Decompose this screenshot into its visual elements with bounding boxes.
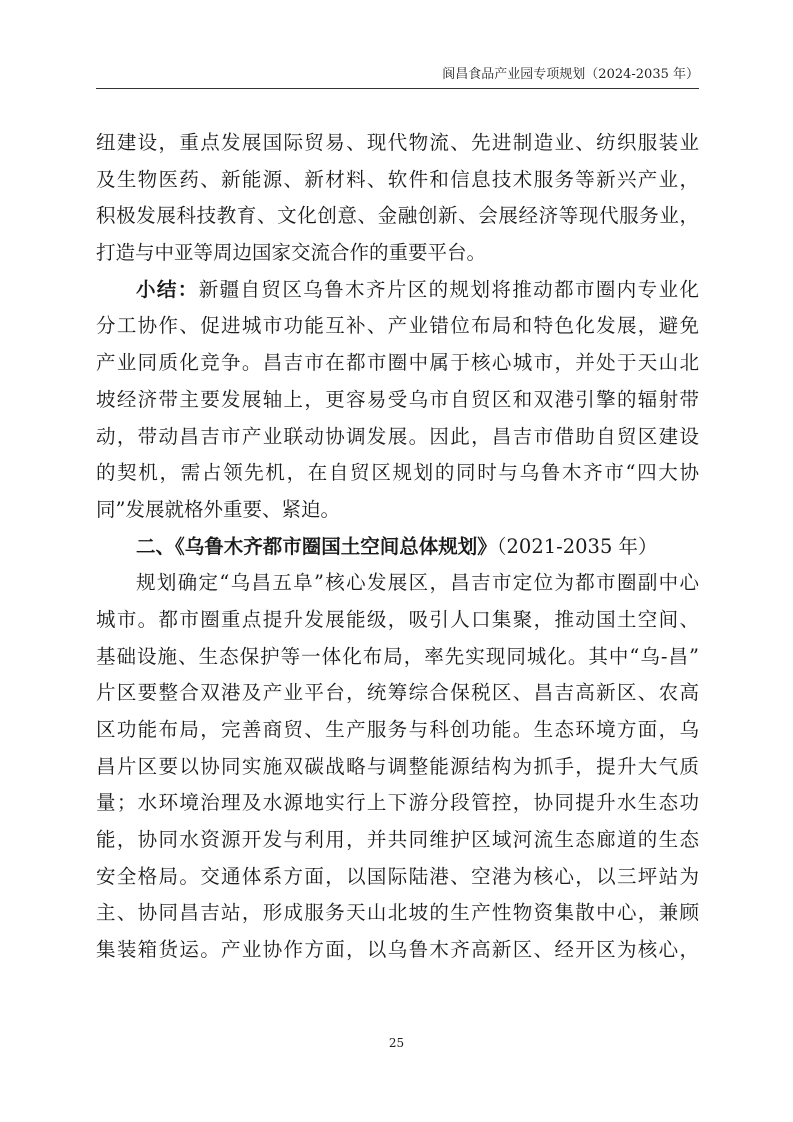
- paragraph-line: 能，协同水资源开发与利用，并共同维护区域河流生态廊道的生态: [96, 828, 699, 852]
- summary-first-line: [96, 272, 699, 309]
- paragraph-line: 积极发展科技教育、文化创意、金融创新、会展经济等现代服务业，: [96, 204, 699, 228]
- paragraph-line: 城市。都市圈重点提升发展能级，吸引人口集聚，推动国土空间、: [96, 607, 699, 631]
- paragraph-line: 纽建设，重点发展国际贸易、现代物流、先进制造业、纺织服装业: [96, 131, 699, 154]
- paragraph-line: 区功能布局，完善商贸、生产服务与科创功能。生态环境方面，乌: [96, 718, 699, 741]
- running-header: [96, 66, 699, 89]
- paragraph-line: 打造与中亚等周边国家交流合作的重要平台。: [96, 241, 487, 265]
- paragraph-line: 产业同质化竞争。昌吉市在都市圈中属于核心城市，并处于天山北: [96, 351, 699, 375]
- section-heading-text: 二、《乌鲁木齐都市圈国土空间总体规划》: [136, 534, 497, 558]
- paragraph-line: 规划确定“乌昌五阜”核心发展区，昌吉市定位为都市圈副中心: [136, 571, 699, 595]
- paragraph-line: 坡经济带主要发展轴上，更容易受乌市自贸区和双港引擎的辐射带: [96, 387, 699, 411]
- paragraph-line: 昌片区要以协同实施双碳战略与调整能源结构为抓手，提升大气质: [96, 754, 699, 778]
- paragraph-line: 动，带动昌吉市产业联动协调发展。因此，昌吉市借助自贸区建设: [96, 424, 699, 448]
- section-heading: [96, 529, 699, 566]
- page-body: [96, 125, 699, 969]
- paragraph-line: 片区要整合双港及产业平台，统筹综合保税区、昌吉高新区、农高: [96, 681, 699, 705]
- paragraph-line: 基础设施、生态保护等一体化布局，率先实现同城化。其中“乌-昌”: [96, 644, 699, 668]
- paragraph-line: 同”发展就格外重要、紧迫。: [96, 497, 340, 521]
- summary-line-text: 新疆自贸区乌鲁木齐片区的规划将推动都市圈内专业化: [198, 277, 699, 301]
- paragraph-line: 及生物医药、新能源、新材料、软件和信息技术服务等新兴产业，: [96, 167, 699, 191]
- page-number: 25: [388, 1036, 405, 1050]
- paragraph-line: 主、协同昌吉站，形成服务天山北坡的生产性物资集散中心，兼顾: [96, 901, 699, 925]
- section-heading-year: （2021-2035 年）: [496, 534, 658, 558]
- header-title: 阆昌食品产业园专项规划（2024-2035 年）: [442, 67, 699, 82]
- paragraph-line: 分工协作、促进城市功能互补、产业错位布局和特色化发展，避免: [96, 314, 699, 338]
- paragraph-line: 安全格局。交通体系方面，以国际陆港、空港为核心，以三坪站为: [96, 864, 699, 888]
- summary-label: 小结：: [136, 277, 199, 301]
- paragraph-line: 的契机，需占领先机，在自贸区规划的同时与乌鲁木齐市“四大协: [96, 461, 699, 485]
- paragraph-line: 集装箱货运。产业协作方面，以乌鲁木齐高新区、经开区为核心，: [96, 938, 699, 962]
- paragraph-line: 量；水环境治理及水源地实行上下游分段管控，协同提升水生态功: [96, 791, 699, 815]
